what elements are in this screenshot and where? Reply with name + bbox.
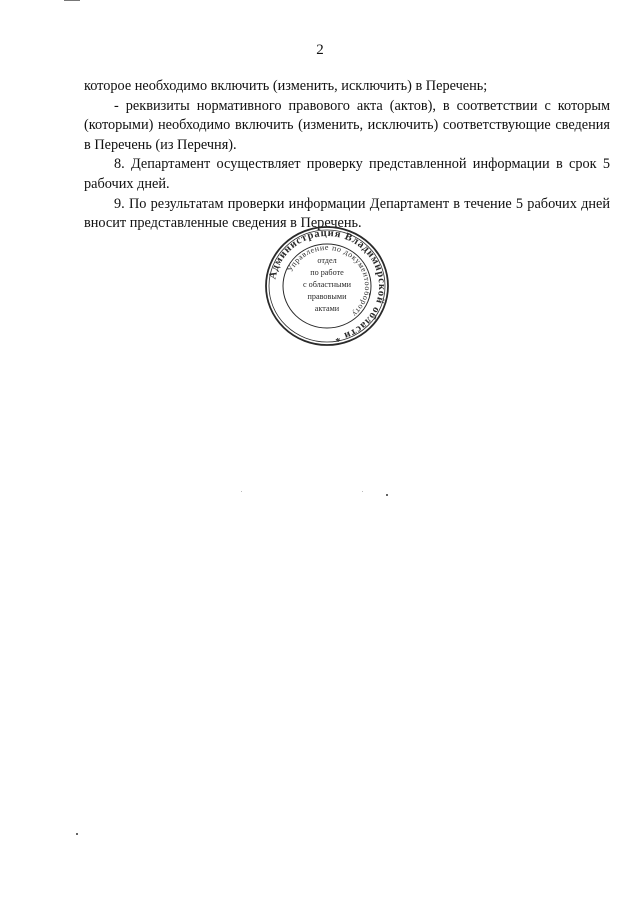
- seal-center-line: отдел: [317, 256, 337, 265]
- paragraph-item-9: 9. По результатам проверки информации Департамент в течение 5 рабочих дней вносит представленные сведения в Перечень.: [84, 195, 610, 232]
- seal-center-line: правовыми: [307, 292, 347, 301]
- seal-inner-text: Управление по документообороту: [285, 242, 373, 319]
- official-seal: [264, 225, 390, 347]
- paragraph-continuation: которое необходимо включить (изменить, исключить) в Перечень;: [84, 78, 488, 94]
- seal-outer-text: Администрация Владимирской области *: [267, 227, 388, 344]
- scan-edge-mark: [64, 0, 80, 4]
- paragraph-requisites: - реквизиты нормативного правового акта (актов), в соответствии с которым (которыми) необходимо включить (изменить, исключить) соответствующие сведения в Перечень (из Перечня).: [84, 97, 610, 153]
- scan-dot: [76, 833, 78, 835]
- seal-center-line: по работе: [310, 268, 344, 277]
- page-number: 2: [316, 42, 324, 58]
- paragraph-item-8: 8. Департамент осуществляет проверку представленной информации в срок 5 рабочих дней.: [84, 156, 610, 192]
- scan-speck: [241, 491, 242, 492]
- document-body: [84, 77, 610, 234]
- scan-speck: [362, 491, 363, 492]
- seal-center-line: с областными: [302, 280, 352, 289]
- scan-dot: [386, 494, 388, 496]
- seal-center-line: актами: [314, 304, 340, 313]
- seal-graphic: [264, 225, 390, 347]
- seal-center-text: [303, 256, 352, 313]
